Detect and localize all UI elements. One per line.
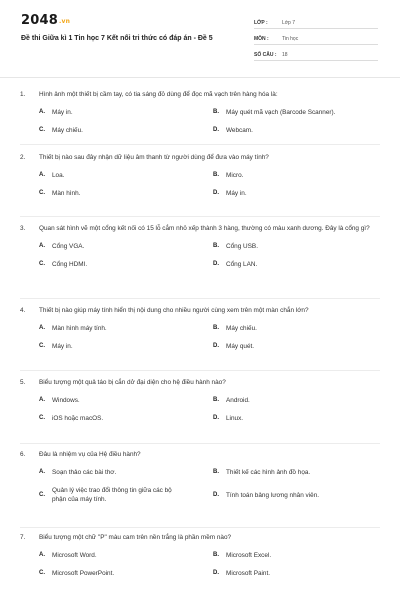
logo-text: 2048 xyxy=(21,13,58,28)
option-d[interactable] xyxy=(213,569,387,578)
question-number: 4. xyxy=(20,307,26,314)
option-letter: D. xyxy=(213,127,219,133)
option-letter: C. xyxy=(39,570,45,576)
option-c[interactable] xyxy=(39,260,213,269)
option-text: Cổng HDMI. xyxy=(52,261,88,268)
option-text: Quản lý việc trao đổi thông tin giữa các bộ phận của máy tính. xyxy=(52,487,172,503)
divider xyxy=(20,216,380,217)
option-letter: B. xyxy=(213,469,219,475)
question-text: Thiết bị nào sau đây nhận dữ liệu âm thanh từ người dùng để đưa vào máy tính? xyxy=(39,154,269,161)
option-letter: B. xyxy=(213,552,219,558)
option-letter: D. xyxy=(213,343,219,349)
option-letter: A. xyxy=(39,469,45,475)
info-row-class xyxy=(254,16,378,29)
question-1 xyxy=(20,90,380,135)
question-number: 5. xyxy=(20,379,26,386)
option-d[interactable] xyxy=(213,189,387,198)
site-logo[interactable] xyxy=(21,13,70,28)
option-b[interactable] xyxy=(213,551,387,560)
question-number: 2. xyxy=(20,154,26,161)
option-text: iOS hoặc macOS. xyxy=(52,415,104,422)
question-4 xyxy=(20,306,380,351)
question-text: Quan sát hình vẽ một cổng kết nối có 15 lỗ cắm nhỏ xếp thành 3 hàng, thường có màu xanh dương. Đây là cổng gì? xyxy=(39,225,370,232)
option-a[interactable] xyxy=(39,551,213,560)
answer-options xyxy=(20,396,380,423)
option-letter: A. xyxy=(39,243,45,249)
answer-options xyxy=(20,242,380,269)
option-text: Cổng VGA. xyxy=(52,243,85,250)
option-text: Windows. xyxy=(52,397,80,404)
option-text: Máy chiếu. xyxy=(226,325,257,332)
option-text: Máy in. xyxy=(52,109,73,116)
option-text: Loa. xyxy=(52,172,65,179)
answer-options xyxy=(20,468,380,504)
option-letter: C. xyxy=(39,261,45,267)
option-c[interactable] xyxy=(39,569,213,578)
option-letter: C. xyxy=(39,190,45,196)
option-letter: C. xyxy=(39,127,45,133)
option-text: Thiết kế các hình ảnh đồ họa. xyxy=(226,469,311,476)
option-text: Microsoft Paint. xyxy=(226,570,271,577)
option-letter: B. xyxy=(213,397,219,403)
question-number: 6. xyxy=(20,451,26,458)
info-row-question-count xyxy=(254,48,378,61)
option-b[interactable] xyxy=(213,171,387,180)
option-letter: A. xyxy=(39,397,45,403)
option-d[interactable] xyxy=(213,342,387,351)
info-value: Lớp 7 xyxy=(282,20,296,26)
option-d[interactable] xyxy=(213,486,387,504)
option-text: Micro. xyxy=(226,172,244,179)
option-text: Cổng LAN. xyxy=(226,261,258,268)
option-b[interactable] xyxy=(213,242,387,251)
option-b[interactable] xyxy=(213,108,387,117)
option-letter: C. xyxy=(39,491,45,498)
exam-title: Đề thi Giữa kì 1 Tin học 7 Kết nối tri thức có đáp án - Đề 5 xyxy=(21,35,213,42)
question-5 xyxy=(20,378,380,423)
logo-suffix: .vn xyxy=(58,18,71,25)
info-row-subject xyxy=(254,32,378,45)
option-d[interactable] xyxy=(213,126,387,135)
option-text: Máy in. xyxy=(226,190,247,197)
option-text: Máy chiếu. xyxy=(52,127,83,134)
option-a[interactable] xyxy=(39,468,213,477)
option-text: Soạn thảo các bài thơ. xyxy=(52,469,117,476)
option-c[interactable] xyxy=(39,486,213,504)
option-text: Màn hình. xyxy=(52,190,81,197)
option-a[interactable] xyxy=(39,242,213,251)
divider xyxy=(20,298,380,299)
option-text: Microsoft Excel. xyxy=(226,552,272,559)
option-text: Máy quét mã vạch (Barcode Scanner). xyxy=(226,109,336,116)
option-letter: B. xyxy=(213,325,219,331)
question-7 xyxy=(20,533,380,578)
option-c[interactable] xyxy=(39,414,213,423)
question-number: 1. xyxy=(20,91,26,98)
option-letter: D. xyxy=(213,190,219,196)
option-letter: A. xyxy=(39,325,45,331)
option-c[interactable] xyxy=(39,189,213,198)
info-label: SỐ CÂU : xyxy=(254,52,277,58)
question-text: Biểu tượng một quả táo bị cắn dở đại diện cho hệ điều hành nào? xyxy=(39,379,226,386)
option-a[interactable] xyxy=(39,171,213,180)
divider xyxy=(20,443,380,444)
option-text: Máy quét. xyxy=(226,343,255,350)
option-text: Microsoft PowerPoint. xyxy=(52,570,115,577)
option-text: Microsoft Word. xyxy=(52,552,97,559)
exam-info-table xyxy=(254,16,378,64)
option-letter: D. xyxy=(213,415,219,421)
divider xyxy=(20,527,380,528)
info-label: LỚP : xyxy=(254,20,268,26)
option-letter: B. xyxy=(213,172,219,178)
question-text: Thiết bị nào giúp máy tính hiển thị nội dung cho nhiều người cùng xem trên một màn chắn lớn? xyxy=(39,307,309,314)
answer-options xyxy=(20,551,380,578)
option-a[interactable] xyxy=(39,324,213,333)
option-letter: C. xyxy=(39,415,45,421)
option-letter: D. xyxy=(213,261,219,267)
option-text: Webcam. xyxy=(226,127,253,134)
option-text: Cổng USB. xyxy=(226,243,258,250)
option-d[interactable] xyxy=(213,414,387,423)
question-2 xyxy=(20,153,380,198)
option-text: Màn hình máy tính. xyxy=(52,325,107,332)
option-b[interactable] xyxy=(213,396,387,405)
info-value: Tin học xyxy=(282,36,299,42)
option-text: Tính toán bảng lương nhân viên. xyxy=(226,491,320,499)
question-text: Đâu là nhiệm vụ của Hệ điều hành? xyxy=(39,451,141,458)
option-letter: A. xyxy=(39,552,45,558)
info-value: 18 xyxy=(282,52,288,58)
option-b[interactable] xyxy=(213,324,387,333)
option-d[interactable] xyxy=(213,260,387,269)
question-number: 7. xyxy=(20,534,26,541)
option-letter: D. xyxy=(213,491,219,498)
option-c[interactable] xyxy=(39,126,213,135)
answer-options xyxy=(20,171,380,198)
option-letter: D. xyxy=(213,570,219,576)
divider xyxy=(20,370,380,371)
answer-options xyxy=(20,108,380,135)
option-b[interactable] xyxy=(213,468,387,477)
option-letter: B. xyxy=(213,243,219,249)
question-3 xyxy=(20,224,380,269)
option-a[interactable] xyxy=(39,396,213,405)
question-number: 3. xyxy=(20,225,26,232)
info-label: MÔN : xyxy=(254,36,269,42)
option-text: Máy in. xyxy=(52,343,73,350)
divider xyxy=(20,144,380,145)
question-6 xyxy=(20,450,380,504)
option-text: Linux. xyxy=(226,415,244,422)
answer-options xyxy=(20,324,380,351)
page-header xyxy=(0,0,400,78)
question-text: Biểu tượng một chữ "P" màu cam trên nền trắng là phần mềm nào? xyxy=(39,534,232,541)
option-letter: B. xyxy=(213,109,219,115)
option-c[interactable] xyxy=(39,342,213,351)
option-letter: A. xyxy=(39,109,45,115)
option-a[interactable] xyxy=(39,108,213,117)
option-text: Android. xyxy=(226,397,250,404)
option-letter: C. xyxy=(39,343,45,349)
question-text: Hình ảnh một thiết bị cầm tay, có tia sáng đỏ dùng để đọc mã vạch trên hàng hóa là: xyxy=(39,91,278,98)
option-letter: A. xyxy=(39,172,45,178)
